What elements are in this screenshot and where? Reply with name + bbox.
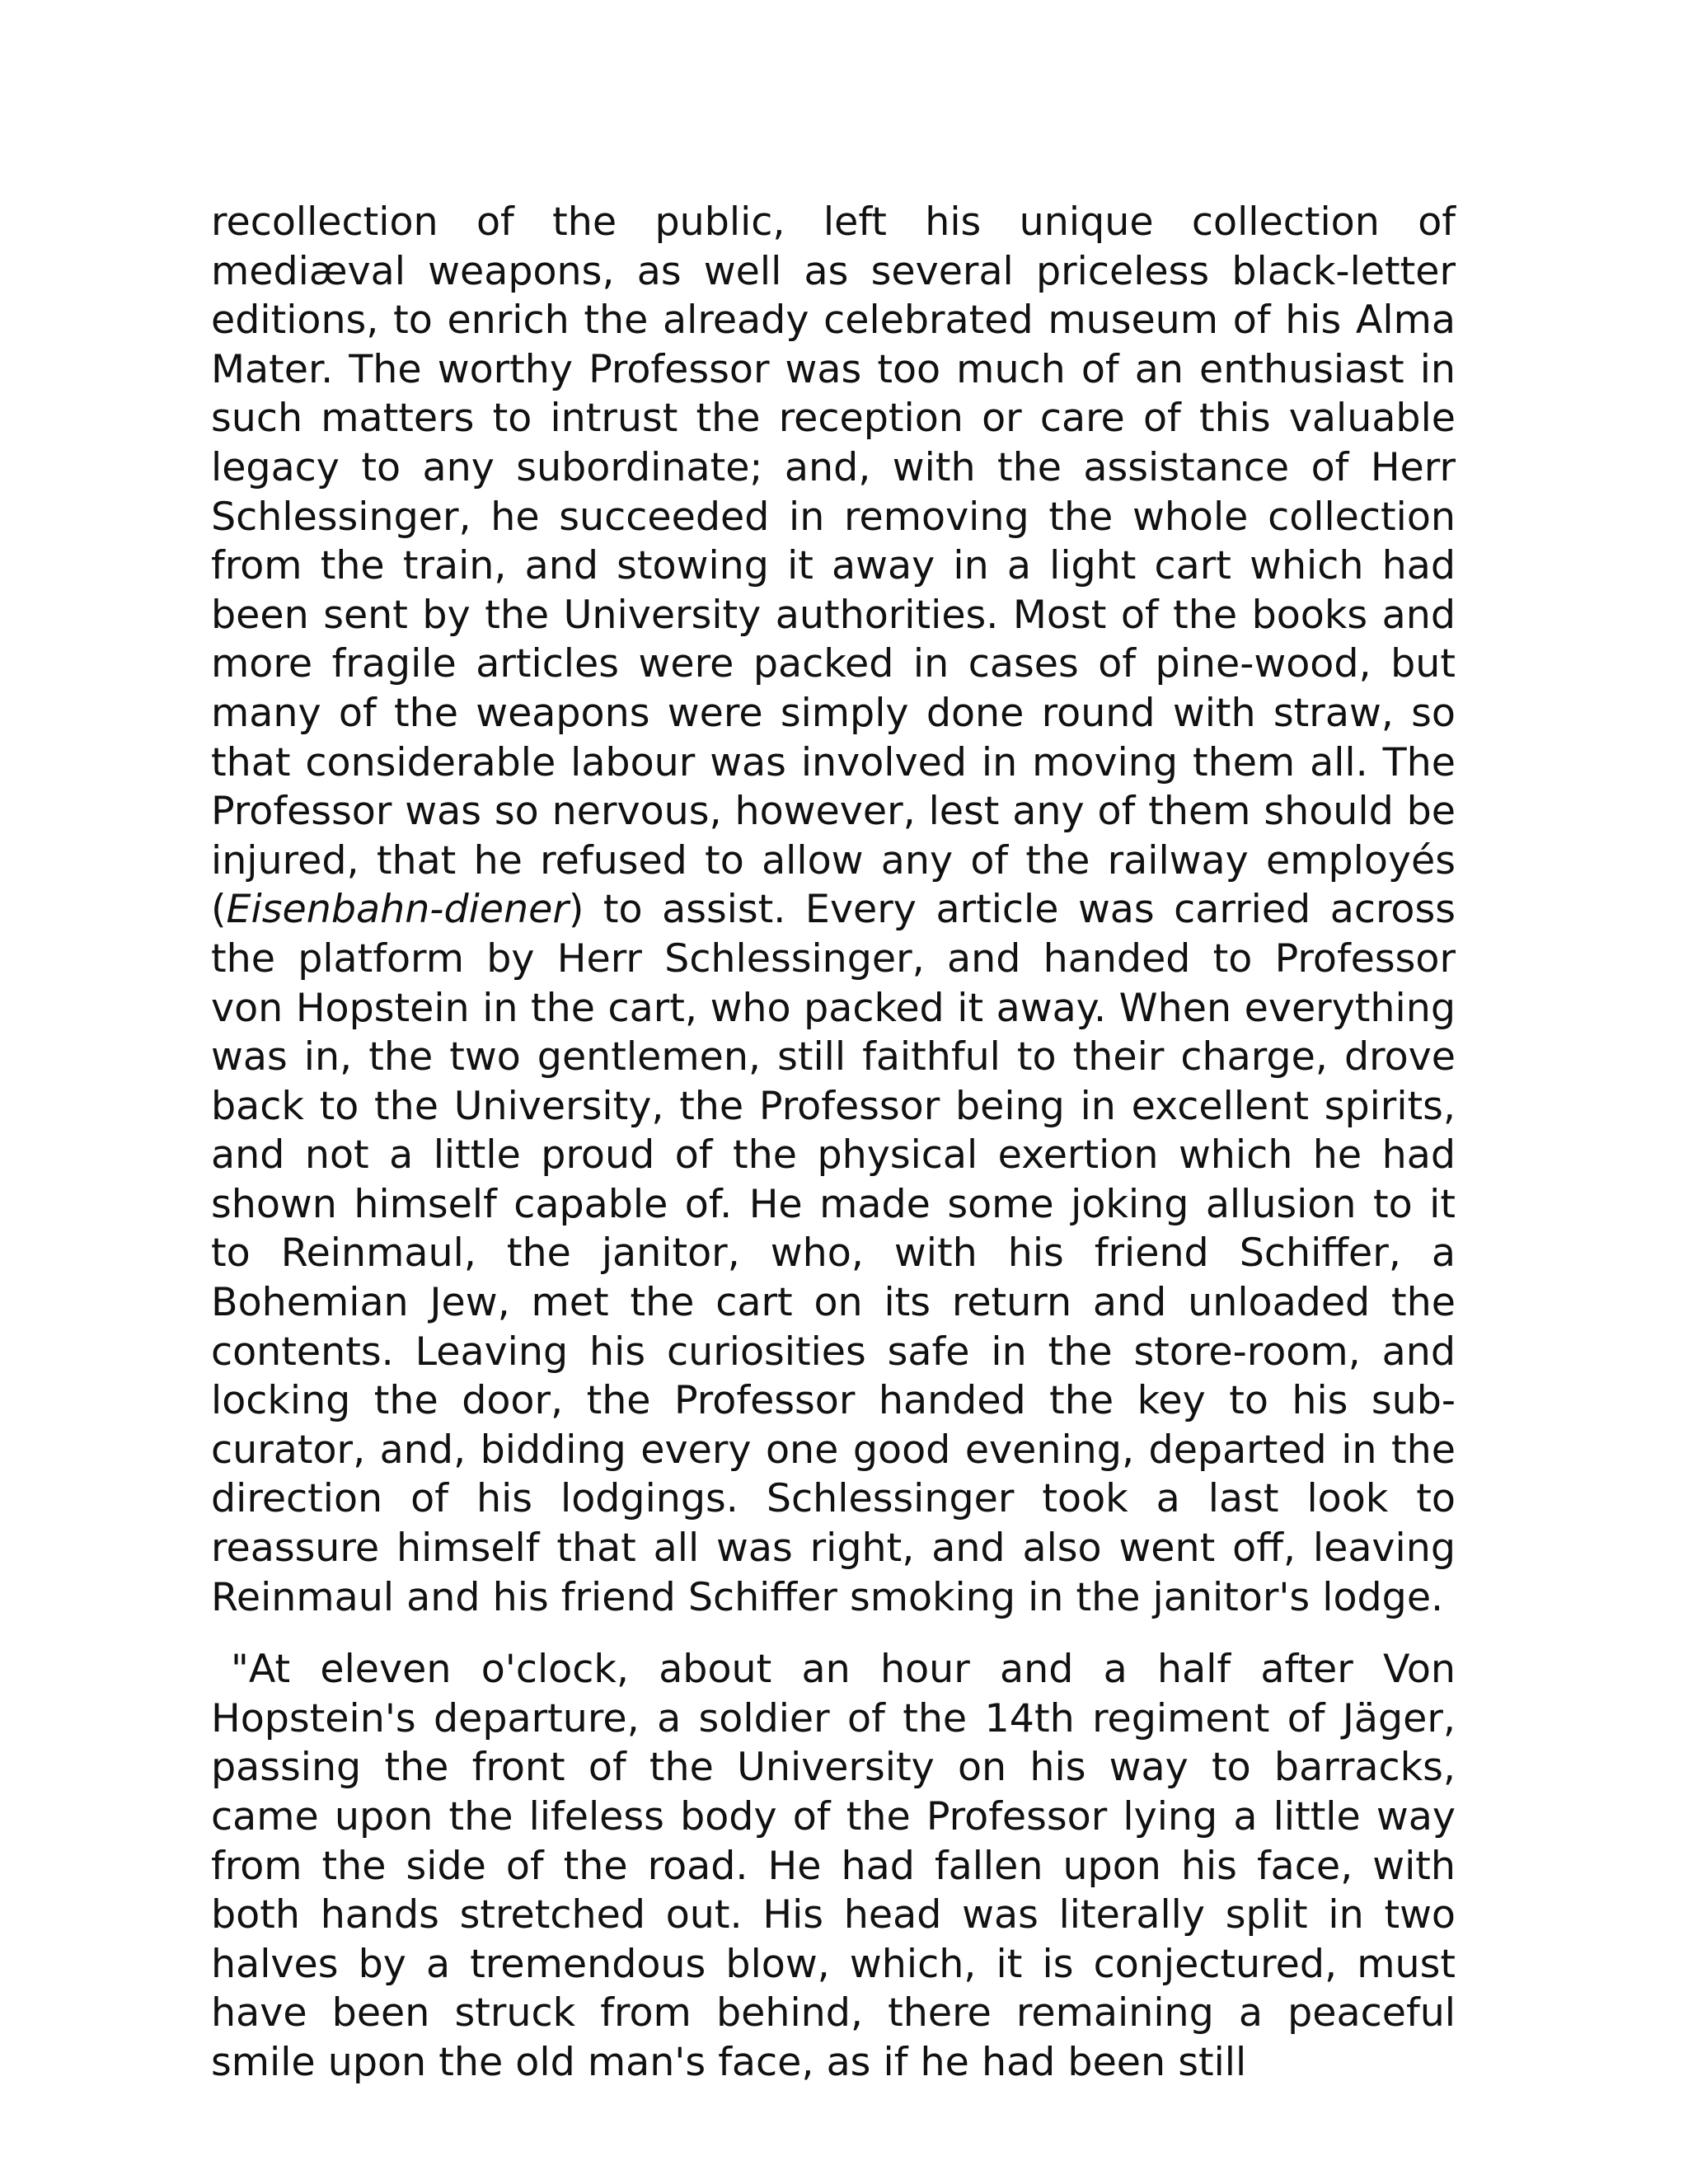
- paragraph-1: [211, 198, 1456, 1622]
- book-page: [211, 198, 1456, 2088]
- paragraph-2: [211, 1645, 1456, 2087]
- paragraph-2-text: "At eleven o'clock, about an hour and a half after Von Hopstein's departure, a soldier of the 14th regiment of Jäger, passing the front of the University on his way to barracks, came upon the lifeless body of the Professor lying a little way from the side of the road. He had fallen upon his face, with both hands stretched out. His head was literally split in two halves by a tremendous blow, which, it is conjectured, must have been struck from behind, there remaining a peaceful smile upon the old man's face, as if he had been still: [211, 1647, 1456, 2085]
- paragraph-1-text-b: ) to assist. Every article was carried across the platform by Herr Schlessinger, and handed to Professor von Hopstein in the cart, who packed it away. When everything was in, the two gentlemen, still faithful to their charge, drove back to the University, the Professor being in excellent spirits, and not a little proud of the physical exertion which he had shown himself capable of. He made some joking allusion to it to Reinmaul, the janitor, who, with his friend Schiffer, a Bohemian Jew, met the cart on its return and unloaded the contents. Leaving his curiosities safe in the store-room, and locking the door, the Professor handed the key to his sub-curator, and, bidding every one good evening, departed in the direction of his lodgings. Schlessinger took a last look to reassure himself that all was right, and also went off, leaving Reinmaul and his friend Schiffer smoking in the janitor's lodge.: [211, 887, 1456, 1620]
- paragraph-1-text-a: recollection of the public, left his unique collection of mediæval weapons, as well as several priceless black-letter editions, to enrich the already celebrated museum of his Alma Mater. The worthy Professor was too much of an enthusiast in such matters to intrust the reception or care of this valuable legacy to any subordinate; and, with the assistance of Herr Schlessinger, he succeeded in removing the whole collection from the train, and stowing it away in a light cart which had been sent by the University authorities. Most of the books and more fragile articles were packed in cases of pine-wood, but many of the weapons were simply done round with straw, so that considerable labour was involved in moving them all. The Professor was so nervous, however, lest any of them should be injured, that he refused to allow any of the railway employés (: [211, 199, 1456, 933]
- italic-term-eisenbahn-diener: Eisenbahn-diener: [226, 887, 569, 933]
